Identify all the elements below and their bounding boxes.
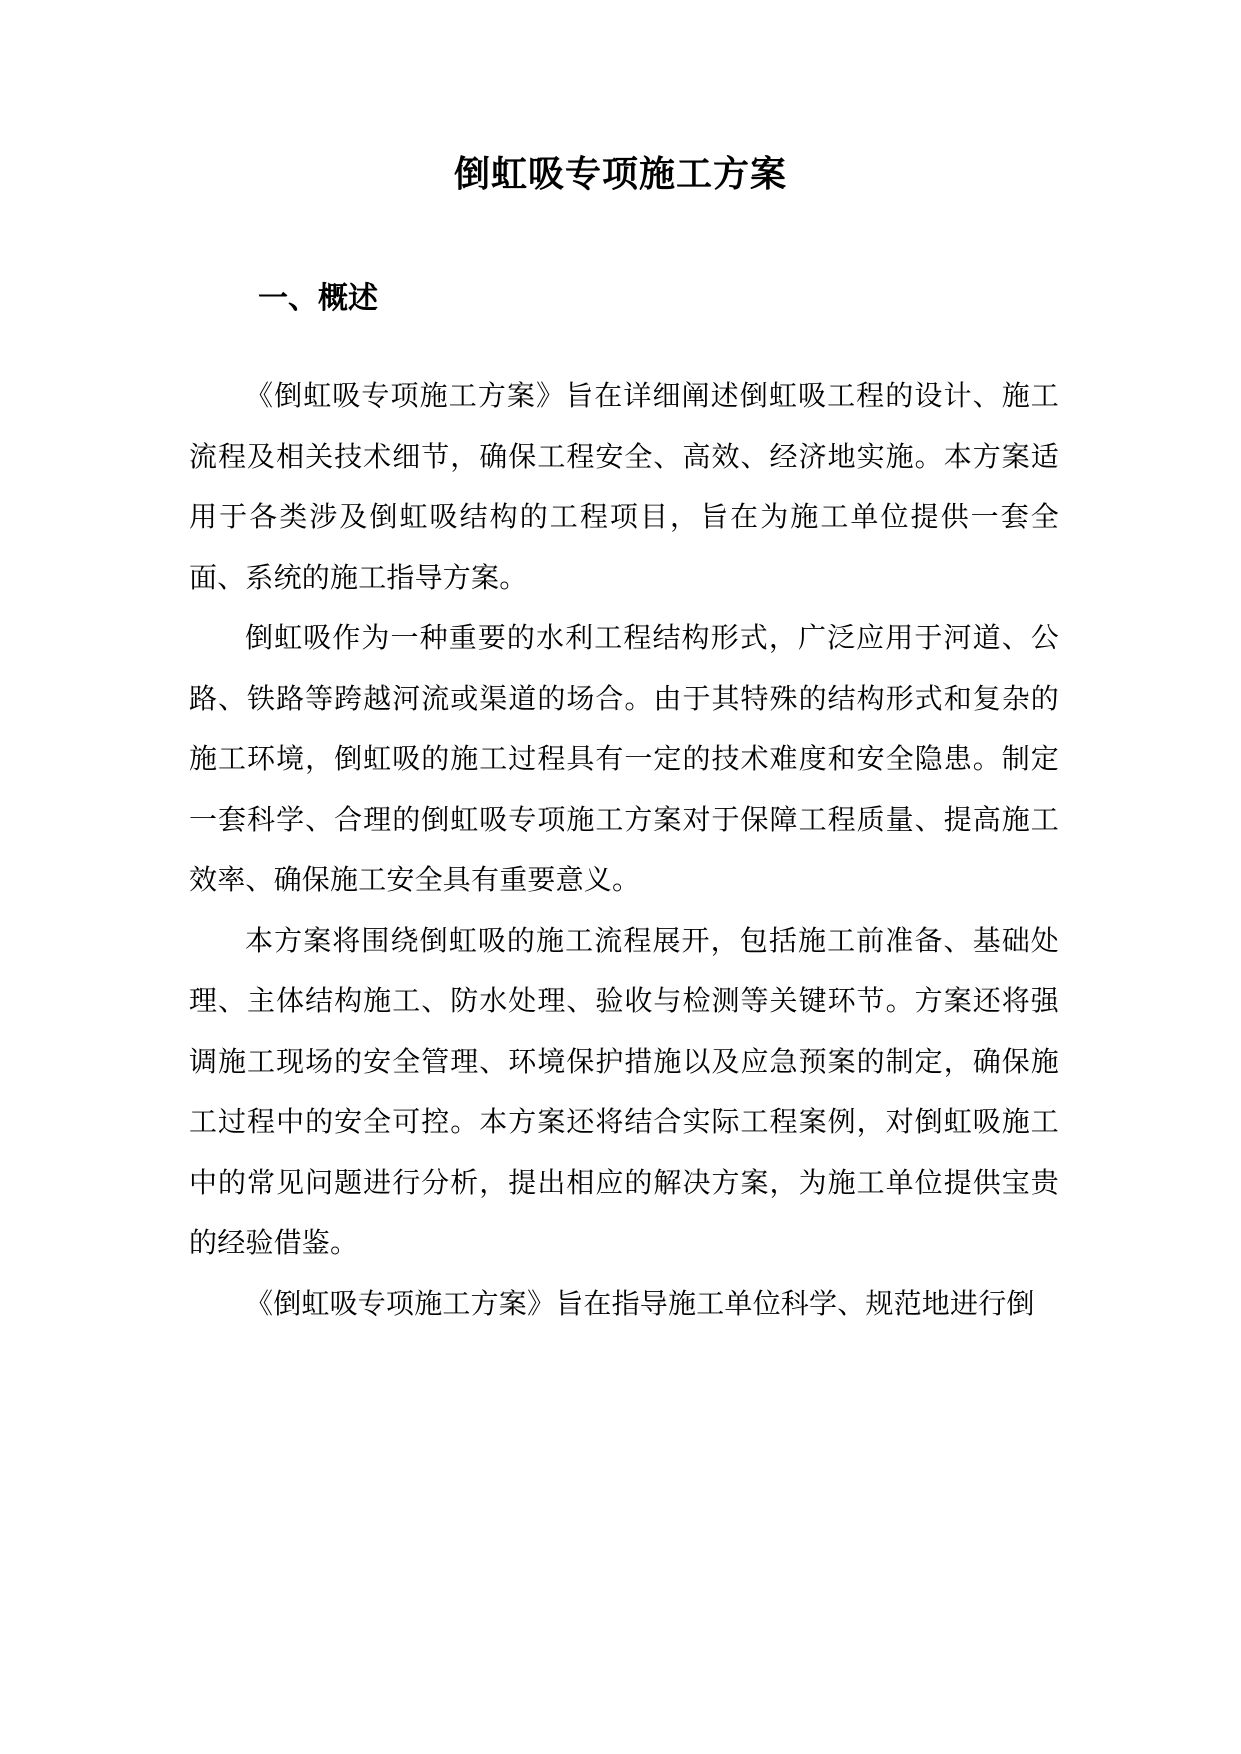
document-title: 倒虹吸专项施工方案	[453, 154, 787, 195]
paragraph-3: 本方案将围绕倒虹吸的施工流程展开，包括施工前准备、基础处理、主体结构施工、防水处理、验收与检测等关键环节。方案还将强调施工现场的安全管理、环境保护措施以及应急预案的制定，确保施工过程中的安全可控。本方案还将结合实际工程案例，对倒虹吸施工中的常见问题进行分析，提出相应的解决方案，为施工单位提供宝贵的经验借鉴。	[189, 923, 1059, 1259]
body-text	[189, 366, 1059, 1334]
paragraph-1: 《倒虹吸专项施工方案》旨在详细阐述倒虹吸工程的设计、施工流程及相关技术细节，确保工程安全、高效、经济地实施。本方案适用于各类涉及倒虹吸结构的工程项目，旨在为施工单位提供一套全面、系统的施工指导方案。	[189, 379, 1059, 594]
section-heading-overview: 一、概述	[258, 281, 378, 316]
paragraph-4: 《倒虹吸专项施工方案》旨在指导施工单位科学、规范地进行倒	[245, 1286, 1035, 1320]
paragraph-2: 倒虹吸作为一种重要的水利工程结构形式，广泛应用于河道、公路、铁路等跨越河流或渠道的场合。由于其特殊的结构形式和复杂的施工环境，倒虹吸的施工过程具有一定的技术难度和安全隐患。制定一套科学、合理的倒虹吸专项施工方案对于保障工程质量、提高施工效率、确保施工安全具有重要意义。	[189, 621, 1059, 896]
